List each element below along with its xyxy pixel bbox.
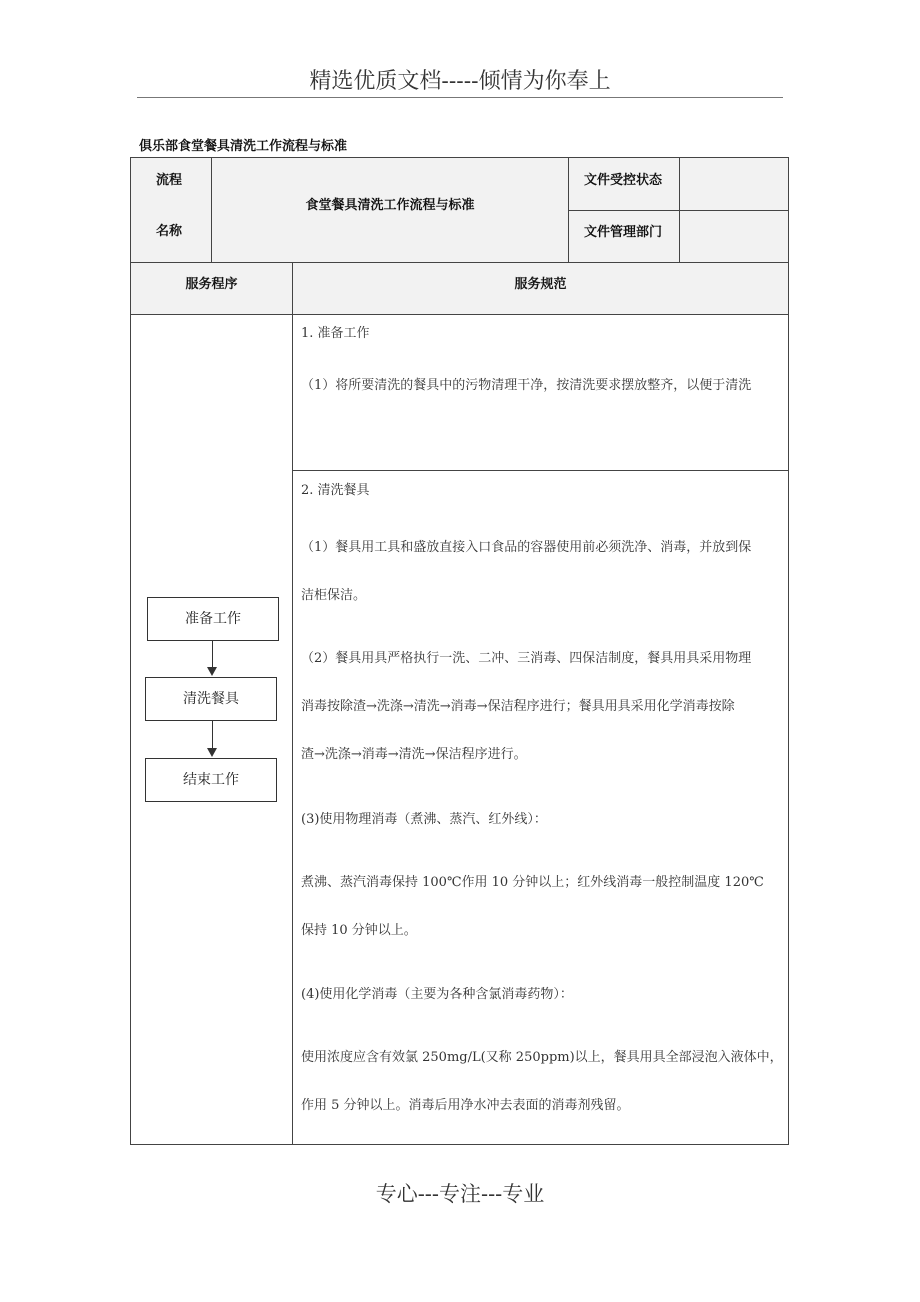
section2-line: （2）餐具用具严格执行一洗、二冲、三消毒、四保洁制度，餐具用具采用物理: [301, 651, 752, 666]
section2-line: 保持 10 分钟以上。: [301, 923, 417, 938]
document-title: 俱乐部食堂餐具清洗工作流程与标准: [139, 139, 348, 154]
page-header-title: 精选优质文档-----倾情为你奉上: [309, 69, 611, 94]
header-divider: [137, 97, 783, 98]
section1-heading: 1. 准备工作: [301, 326, 370, 341]
column-header-standard: 服务规范: [514, 277, 567, 292]
grid-line: [131, 262, 788, 263]
process-name-value: 食堂餐具清洗工作流程与标准: [305, 198, 475, 213]
section2-heading: 2. 清洗餐具: [301, 483, 370, 498]
label-mgmt-dept: 文件管理部门: [584, 225, 663, 240]
section2-line: 消毒按除渣→洗涤→清洗→消毒→保洁程序进行；餐具用具采用化学消毒按除: [301, 699, 735, 714]
section2-line: （1）餐具用工具和盛放直接入口食品的容器使用前必须洗净、消毒，并放到保: [301, 540, 752, 555]
flow-arrow-icon: [207, 667, 217, 676]
section2-line: 使用浓度应含有效氯 250mg/L(又称 250ppm)以上，餐具用具全部浸泡入液体中，: [301, 1050, 783, 1065]
label-process-line1: 流程: [156, 173, 183, 188]
grid-line: [292, 470, 788, 471]
section2-line: 洁柜保洁。: [301, 588, 367, 603]
procedure-table: [130, 157, 789, 1145]
grid-line: [292, 263, 293, 1144]
section2-line: (4)使用化学消毒（主要为各种含氯消毒药物）：: [301, 987, 573, 1002]
grid-line: [568, 210, 788, 211]
section2-line: 作用 5 分钟以上。消毒后用净水冲去表面的消毒剂残留。: [301, 1098, 630, 1113]
flow-arrow-icon: [207, 748, 217, 757]
label-control-status: 文件受控状态: [584, 173, 663, 188]
flow-step-prepare: 准备工作: [147, 597, 279, 641]
label-process-line2: 名称: [156, 224, 183, 239]
page-footer: 专心---专注---专业: [375, 1182, 545, 1206]
column-header-procedure: 服务程序: [185, 277, 238, 292]
section2-line: 渣→洗涤→消毒→清洗→保洁程序进行。: [301, 747, 527, 762]
grid-line: [131, 314, 788, 315]
flow-step-wash: 清洗餐具: [145, 677, 277, 721]
section1-line: （1）将所要清洗的餐具中的污物清理干净，按清洗要求摆放整齐，以便于清洗: [301, 378, 752, 393]
section2-line: 煮沸、蒸汽消毒保持 100℃作用 10 分钟以上；红外线消毒一般控制温度 120℃: [301, 875, 764, 890]
flow-step-finish: 结束工作: [145, 758, 277, 802]
flow-arrow-line: [212, 641, 213, 668]
section2-line: (3)使用物理消毒（煮沸、蒸汽、红外线）：: [301, 812, 547, 827]
flow-arrow-line: [212, 721, 213, 749]
